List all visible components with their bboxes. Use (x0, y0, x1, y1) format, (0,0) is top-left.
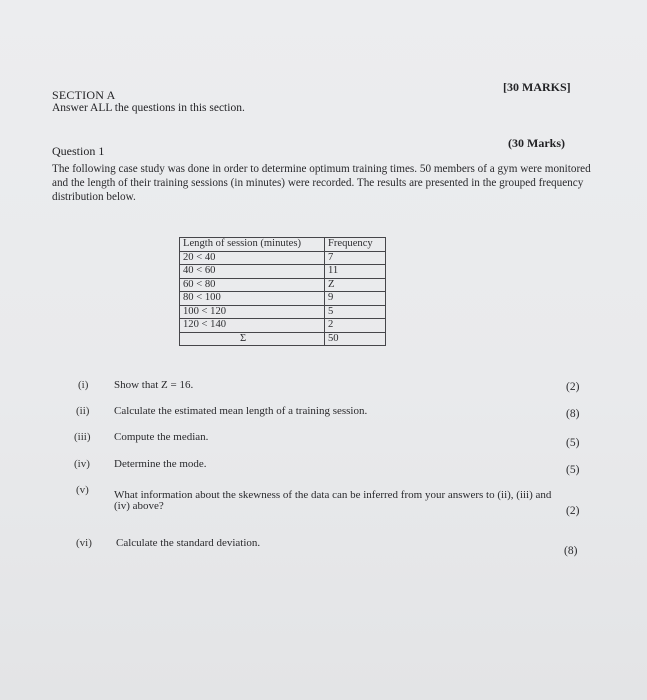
subquestion-marks: (5) (566, 464, 580, 476)
table-row (180, 305, 386, 319)
class-interval: 100 < 120 (180, 305, 325, 319)
subquestion-marks: (8) (566, 408, 580, 420)
class-interval: 40 < 60 (180, 265, 325, 279)
total-frequency: 50 (325, 332, 386, 346)
subquestion-marks: (8) (564, 545, 578, 557)
table-row (180, 278, 386, 292)
frequency-value: Z (325, 278, 386, 292)
table-row (180, 292, 386, 306)
subquestion-number: (v) (76, 484, 89, 496)
frequency-value: 2 (325, 319, 386, 333)
subquestion-marks: (5) (566, 437, 580, 449)
subquestion-text: Calculate the standard deviation. (116, 537, 261, 549)
table-header-row (180, 238, 386, 252)
header-length: Length of session (minutes) (180, 238, 325, 252)
frequency-table (179, 237, 386, 346)
frequency-value: 7 (325, 251, 386, 265)
section-title: SECTION A (52, 88, 116, 102)
table-total-row (180, 332, 386, 346)
frequency-value: 11 (325, 265, 386, 279)
subquestion-text: Determine the mode. (114, 458, 207, 470)
frequency-value: 5 (325, 305, 386, 319)
subquestion-text: Compute the median. (114, 431, 209, 443)
subquestion-text: Calculate the estimated mean length of a training session. (114, 405, 368, 417)
table-row (180, 251, 386, 265)
subquestion-number: (iii) (74, 431, 91, 443)
subquestion-number: (iv) (74, 458, 90, 470)
header-frequency: Frequency (325, 238, 386, 252)
subquestion-marks: (2) (566, 505, 580, 517)
section-marks: [30 MARKS] (503, 80, 571, 94)
subquestion-number: (i) (78, 379, 89, 391)
question-intro: The following case study was done in order to determine optimum training times. 50 members of a gym were monitored and the length of their training sessions (in minutes) were recorded. The results are presented in the grouped frequency distribution below. (52, 163, 591, 203)
frequency-value: 9 (325, 292, 386, 306)
subquestion-marks: (2) (566, 381, 580, 393)
table-row (180, 265, 386, 279)
question-title: Question 1 (52, 144, 105, 158)
subquestion-text: Show that Z = 16. (114, 379, 194, 391)
subquestion-text-continued: (iv) above? (114, 500, 164, 512)
subquestion-number: (vi) (76, 537, 92, 549)
subquestion-number: (ii) (76, 405, 90, 417)
subquestion-text: What information about the skewness of the data can be inferred from your answers to (ii), (iii) and (114, 489, 552, 501)
class-interval: 60 < 80 (180, 278, 325, 292)
class-interval: 20 < 40 (180, 251, 325, 265)
sum-symbol: Σ (180, 332, 325, 346)
section-instruction: Answer ALL the questions in this section. (52, 102, 245, 114)
question-marks: (30 Marks) (508, 136, 565, 150)
table-row (180, 319, 386, 333)
class-interval: 80 < 100 (180, 292, 325, 306)
class-interval: 120 < 140 (180, 319, 325, 333)
